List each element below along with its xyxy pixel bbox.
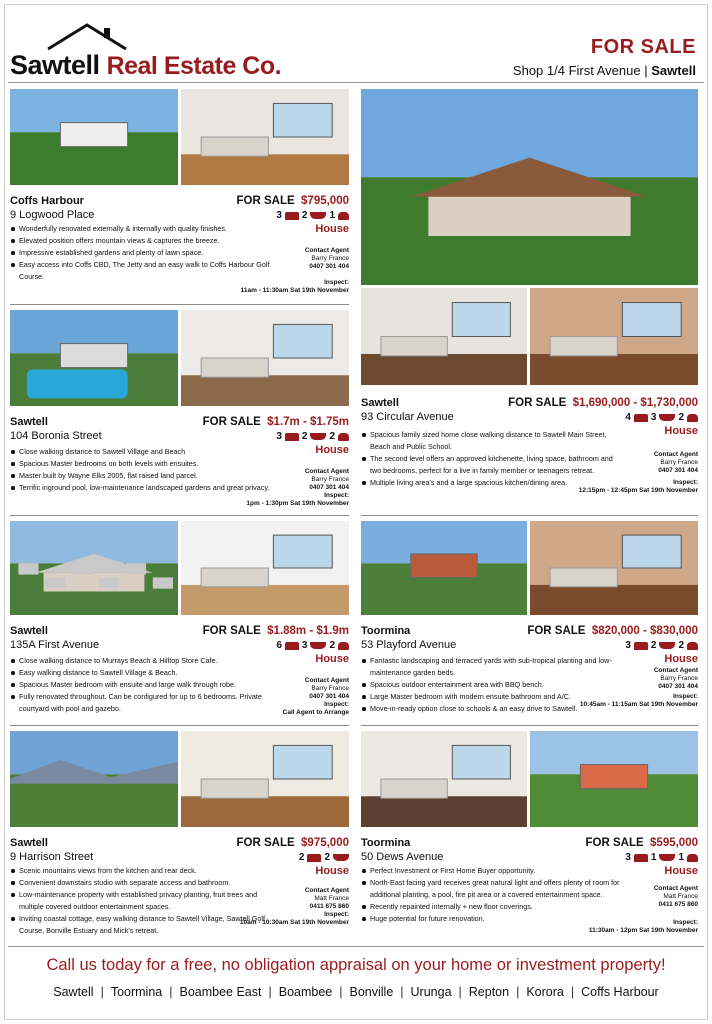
property-photo bbox=[361, 731, 527, 827]
listing-card[interactable] bbox=[10, 521, 349, 725]
bed-icon bbox=[634, 642, 648, 650]
listing-divider bbox=[10, 304, 349, 305]
inspect-time: 1pm - 1:30pm Sat 19th November bbox=[246, 500, 349, 507]
area-separator: | bbox=[339, 985, 343, 999]
feature-bullet: Huge potential for future renovation. bbox=[361, 913, 620, 925]
property-photo bbox=[361, 288, 527, 385]
bedrooms-count: 3 bbox=[276, 210, 282, 221]
agent-phone[interactable]: 0411 675 860 bbox=[309, 903, 349, 910]
inspect-label: Inspect: bbox=[324, 492, 349, 499]
listing-features bbox=[276, 431, 349, 442]
feature-bullet: Close walking distance to Murrays Beach & Hilltop Store Cafe. bbox=[10, 655, 271, 667]
contact-agent bbox=[305, 677, 349, 701]
feature-bullet: Scenic mountains views from the kitchen and rear deck. bbox=[10, 865, 271, 877]
listing-card[interactable] bbox=[10, 731, 349, 946]
bath-icon bbox=[659, 414, 675, 421]
house-roof-icon bbox=[44, 22, 130, 52]
listing-features bbox=[625, 412, 698, 423]
agent-name: Barry France bbox=[311, 255, 349, 262]
area-separator: | bbox=[400, 985, 404, 999]
agent-phone[interactable]: 0407 301 404 bbox=[658, 683, 698, 690]
listing-street: 9 Logwood Place bbox=[10, 209, 95, 221]
listing-card[interactable] bbox=[10, 89, 349, 304]
agent-name: Barry France bbox=[311, 476, 349, 483]
listing-features bbox=[276, 640, 349, 651]
listing-street: 50 Dews Avenue bbox=[361, 851, 444, 863]
price-value: $795,000 bbox=[301, 195, 349, 207]
listing-suburb: Sawtell bbox=[10, 625, 48, 637]
contact-agent-label: Contact Agent bbox=[653, 667, 698, 674]
inspect-label: Inspect: bbox=[324, 279, 349, 286]
bath-icon bbox=[333, 854, 349, 861]
inspection-times bbox=[240, 911, 349, 927]
bathrooms-count: 3 bbox=[301, 640, 308, 651]
listing-price bbox=[508, 397, 698, 409]
property-photo bbox=[181, 731, 349, 827]
price-value: $1,690,000 - $1,730,000 bbox=[572, 397, 698, 409]
inspect-label: Inspect: bbox=[324, 701, 349, 708]
feature-bullet: The second level offers an approved kitchenette, living space, bathroom and two bedrooms, perfect for a live in family member or teenagers retreat. bbox=[361, 453, 620, 477]
contact-agent bbox=[654, 451, 698, 475]
property-type: House bbox=[315, 653, 349, 665]
area-separator: | bbox=[268, 985, 272, 999]
car-spaces-count: 2 bbox=[678, 640, 684, 651]
brand-word-sawtell: Sawtell bbox=[10, 50, 100, 80]
feature-list bbox=[10, 865, 271, 938]
listing-card[interactable] bbox=[10, 310, 349, 515]
inspection-times bbox=[579, 479, 698, 495]
feature-bullet: Convenient downstairs studio with separate access and bathroom. bbox=[10, 877, 271, 889]
header-address bbox=[513, 63, 696, 78]
listing-photos bbox=[10, 731, 349, 827]
listing-photos bbox=[10, 310, 349, 406]
for-sale-label: FOR SALE bbox=[508, 397, 567, 409]
feature-bullet: Spacious outdoor entertainment area with BBQ bench. bbox=[361, 679, 620, 691]
bedrooms-count: 3 bbox=[625, 852, 631, 863]
agent-name: Matt France bbox=[314, 895, 349, 902]
car-spaces-count: 2 bbox=[329, 640, 335, 651]
listing-street: 53 Playford Avenue bbox=[361, 639, 457, 651]
inspect-time: 10am - 10:30am Sat 19th November bbox=[239, 919, 349, 926]
contact-agent-label: Contact Agent bbox=[304, 887, 349, 894]
car-icon bbox=[338, 642, 349, 650]
listing-card[interactable] bbox=[361, 731, 698, 946]
inspect-label: Inspect: bbox=[673, 693, 698, 700]
listing-price bbox=[237, 837, 350, 849]
property-photo bbox=[181, 521, 349, 615]
bath-icon bbox=[310, 433, 326, 440]
listing-features bbox=[299, 852, 349, 863]
feature-list bbox=[10, 223, 271, 283]
bath-icon bbox=[310, 212, 326, 219]
feature-bullet: Perfect Investment or First Home Buyer opportunity. bbox=[361, 865, 620, 877]
bedrooms-count: 2 bbox=[298, 852, 305, 863]
bedrooms-count: 6 bbox=[276, 640, 282, 651]
inspect-time: 10:45am - 11:15am Sat 19th November bbox=[579, 701, 698, 708]
inspection-times bbox=[283, 701, 349, 717]
feature-bullet: Multiple living area's and a large spacious kitchen/dining area. bbox=[361, 477, 620, 489]
bedrooms-count: 4 bbox=[625, 412, 631, 423]
bedrooms-count: 3 bbox=[276, 431, 282, 442]
price-value: $1.7m - $1.75m bbox=[267, 416, 349, 428]
bed-icon bbox=[285, 642, 299, 650]
bathrooms-count: 2 bbox=[324, 852, 330, 863]
listing-suburb: Sawtell bbox=[361, 397, 399, 409]
listing-photos bbox=[10, 89, 349, 185]
inspection-times bbox=[241, 279, 349, 295]
listing-price bbox=[237, 195, 350, 207]
inspect-time: 11:30am - 12pm Sat 19th November bbox=[588, 927, 698, 934]
listing-suburb: Toormina bbox=[361, 625, 411, 637]
bed-icon bbox=[634, 854, 648, 862]
bath-icon bbox=[659, 642, 675, 649]
listing-features bbox=[625, 852, 698, 863]
property-photo bbox=[10, 731, 178, 827]
property-type: House bbox=[664, 425, 698, 437]
feature-bullet: Move-in-ready option close to schools & an easy drive to Sawtell. bbox=[361, 703, 620, 715]
inspection-times bbox=[580, 693, 698, 709]
feature-list bbox=[10, 655, 271, 715]
bed-icon bbox=[307, 854, 321, 862]
listing-card[interactable] bbox=[361, 521, 698, 725]
listing-price bbox=[586, 837, 699, 849]
property-photo bbox=[181, 310, 349, 406]
contact-agent-label: Contact Agent bbox=[304, 677, 349, 684]
listing-photos bbox=[361, 521, 698, 615]
feature-bullet: Inviting coastal cottage, easy walking distance to Sawtell Village, Sawtell Golf Course, Bonville Estuary and Mick's retreat. bbox=[10, 913, 271, 937]
feature-list bbox=[10, 446, 271, 494]
listing-price bbox=[527, 625, 698, 637]
listing-photos-row2 bbox=[361, 288, 698, 385]
for-sale-label: FOR SALE bbox=[236, 837, 295, 849]
property-type: House bbox=[315, 223, 349, 235]
service-area: Bonville bbox=[349, 985, 394, 999]
property-photo bbox=[530, 521, 698, 615]
service-area: Boambee East bbox=[179, 985, 262, 999]
feature-bullet: Fantastic landscaping and terraced yards with sub-tropical planting and low-maintenance garden beds. bbox=[361, 655, 620, 679]
service-area: Boambee bbox=[278, 985, 333, 999]
car-icon bbox=[687, 642, 698, 650]
listing-price bbox=[203, 416, 349, 428]
price-value: $1.88m - $1.9m bbox=[267, 625, 349, 637]
listing-photos bbox=[361, 731, 698, 827]
feature-bullet: Large Master bedroom with modern ensuite bathroom and A/C. bbox=[361, 691, 620, 703]
contact-agent bbox=[305, 887, 349, 911]
bed-icon bbox=[285, 212, 299, 220]
property-photo bbox=[530, 731, 698, 827]
agent-name: Matt France bbox=[663, 893, 698, 900]
feature-bullet: Master built by Wayne Elks 2005, flat raised land parcel. bbox=[10, 470, 271, 482]
property-type: House bbox=[315, 865, 349, 877]
contact-agent-label: Contact Agent bbox=[304, 247, 349, 254]
car-icon bbox=[687, 854, 698, 862]
area-separator: | bbox=[169, 985, 173, 999]
feature-bullet: Easy access into Coffs CBD, The Jetty and an easy walk to Coffs Harbour Golf Course. bbox=[10, 259, 271, 283]
feature-bullet: Spacious Master bedroom with ensuite and large walk through robe. bbox=[10, 679, 271, 691]
header-for-sale: FOR SALE bbox=[590, 36, 696, 58]
contact-agent bbox=[654, 667, 698, 691]
inspect-label: Inspect: bbox=[673, 479, 698, 486]
property-type: House bbox=[664, 865, 698, 877]
property-type: House bbox=[664, 653, 698, 665]
feature-bullet: Spacious Master bedrooms on both levels with ensuites. bbox=[10, 458, 271, 470]
feature-bullet: Terrific inground pool, low-maintenance landscaped gardens and great privacy. bbox=[10, 482, 271, 494]
header-address-text: Shop 1/4 First Avenue | bbox=[512, 63, 652, 78]
car-spaces-count: 1 bbox=[329, 210, 335, 221]
listing-suburb: Sawtell bbox=[10, 416, 48, 428]
area-separator: | bbox=[458, 985, 462, 999]
brand-word-real-estate: Real Estate Co. bbox=[106, 52, 282, 80]
bathrooms-count: 2 bbox=[650, 640, 657, 651]
contact-agent-label: Contact Agent bbox=[653, 885, 698, 892]
price-value: $820,000 - $830,000 bbox=[591, 625, 698, 637]
feature-bullet: Fully renovated throughout. Can be configured for up to 6 bedrooms. Private courtyard with pool and gazebo. bbox=[10, 691, 271, 715]
listing-divider bbox=[10, 725, 349, 726]
property-photo bbox=[530, 288, 698, 385]
car-icon bbox=[338, 212, 349, 220]
contact-agent bbox=[305, 247, 349, 271]
contact-agent-label: Contact Agent bbox=[304, 468, 349, 475]
inspect-time: 11am - 11:30am Sat 19th November bbox=[240, 287, 349, 294]
service-area: Coffs Harbour bbox=[581, 985, 659, 999]
listing-divider bbox=[361, 515, 698, 516]
service-areas bbox=[0, 985, 712, 999]
price-value: $595,000 bbox=[650, 837, 698, 849]
feature-bullet: Easy walking distance to Sawtell Village & Beach. bbox=[10, 667, 271, 679]
property-photo bbox=[181, 89, 349, 185]
inspection-times bbox=[246, 492, 349, 508]
listing-street: 93 Circular Avenue bbox=[361, 411, 454, 423]
service-area: Korora bbox=[526, 985, 564, 999]
property-photo bbox=[361, 89, 698, 285]
listing-street: 9 Harrison Street bbox=[10, 851, 94, 863]
feature-bullet: Recently repainted internally + new floor coverings. bbox=[361, 901, 620, 913]
feature-bullet: Spacious family sized home close walking distance to Sawtell Main Street, Beach and Public School. bbox=[361, 429, 620, 453]
listing-price bbox=[203, 625, 349, 637]
inspection-times bbox=[589, 919, 698, 935]
bath-icon bbox=[659, 854, 675, 861]
agent-phone[interactable]: 0407 301 404 bbox=[309, 693, 349, 700]
bathrooms-count: 2 bbox=[301, 431, 308, 442]
contact-agent-label: Contact Agent bbox=[653, 451, 698, 458]
footer-rule bbox=[8, 946, 704, 947]
inspect-label: Inspect: bbox=[673, 919, 698, 926]
agent-phone[interactable]: 0411 675 860 bbox=[658, 901, 698, 908]
area-separator: | bbox=[570, 985, 575, 999]
feature-bullet: Close walking distance to Sawtell Village and Beach bbox=[10, 446, 271, 458]
feature-bullet: Elevated position offers mountain views & captures the breeze. bbox=[10, 235, 271, 247]
listing-suburb: Coffs Harbour bbox=[10, 195, 84, 207]
bed-icon bbox=[285, 433, 299, 441]
area-separator: | bbox=[516, 985, 520, 999]
bathrooms-count: 1 bbox=[650, 852, 657, 863]
listing-street: 135A First Avenue bbox=[10, 639, 100, 651]
listing-features bbox=[625, 640, 698, 651]
service-area: Sawtell bbox=[53, 985, 94, 999]
listing-suburb: Toormina bbox=[361, 837, 411, 849]
for-sale-label: FOR SALE bbox=[236, 195, 295, 207]
call-to-action: Call us today for a free, no obligation appraisal on your home or investment property! bbox=[46, 956, 666, 974]
listing-photos bbox=[361, 89, 698, 285]
listing-photos bbox=[10, 521, 349, 615]
car-spaces-count: 2 bbox=[329, 431, 335, 442]
agent-phone[interactable]: 0407 301 404 bbox=[658, 467, 698, 474]
property-photo bbox=[10, 521, 178, 615]
property-photo bbox=[10, 310, 178, 406]
listing-features bbox=[276, 210, 349, 221]
for-sale-label: FOR SALE bbox=[202, 416, 261, 428]
property-type: House bbox=[315, 444, 349, 456]
agent-name: Barry France bbox=[660, 459, 698, 466]
feature-bullet: Wonderfully renovated externally & internally with quality finishes. bbox=[10, 223, 271, 235]
header-info bbox=[513, 36, 696, 78]
listing-suburb: Sawtell bbox=[10, 837, 48, 849]
brand-name bbox=[10, 50, 281, 81]
for-sale-label: FOR SALE bbox=[585, 837, 644, 849]
agent-name: Barry France bbox=[311, 685, 349, 692]
agent-phone[interactable]: 0407 301 404 bbox=[309, 484, 349, 491]
feature-bullet: Impressive established gardens and plenty of lawn space. bbox=[10, 247, 271, 259]
car-spaces-count: 2 bbox=[678, 412, 684, 423]
price-value: $975,000 bbox=[301, 837, 349, 849]
feature-bullet: North-East facing yard receives great natural light and offers plenty of room for additional planting, a pool, fire pit area or a covered entertainment space. bbox=[361, 877, 620, 901]
property-photo bbox=[361, 521, 527, 615]
listing-street: 104 Boronia Street bbox=[10, 430, 102, 442]
for-sale-label: FOR SALE bbox=[202, 625, 261, 637]
bath-icon bbox=[310, 642, 326, 649]
service-area: Toormina bbox=[110, 985, 163, 999]
feature-bullet: Low-maintenance property with established privacy planting, fruit trees and multiple covered outdoor entertainment spaces. bbox=[10, 889, 271, 913]
listing-divider bbox=[10, 515, 349, 516]
header-rule bbox=[8, 82, 704, 83]
agent-name: Barry France bbox=[660, 675, 698, 682]
agent-phone[interactable]: 0407 301 404 bbox=[309, 263, 349, 270]
contact-agent bbox=[305, 468, 349, 492]
service-area: Repton bbox=[468, 985, 510, 999]
bathrooms-count: 3 bbox=[650, 412, 657, 423]
inspect-label: Inspect: bbox=[324, 911, 349, 918]
inspect-time: Call Agent to Arrange bbox=[282, 709, 349, 716]
header-address-suburb: Sawtell bbox=[651, 63, 696, 78]
bathrooms-count: 2 bbox=[301, 210, 308, 221]
bed-icon bbox=[634, 414, 648, 422]
listing-divider bbox=[361, 725, 698, 726]
area-separator: | bbox=[100, 985, 104, 999]
bedrooms-count: 3 bbox=[625, 640, 631, 651]
property-photo bbox=[10, 89, 178, 185]
contact-agent bbox=[654, 885, 698, 909]
car-spaces-count: 1 bbox=[678, 852, 684, 863]
inspect-time: 12:15pm - 12:45pm Sat 19th November bbox=[578, 487, 698, 494]
service-area: Urunga bbox=[410, 985, 452, 999]
listing-card[interactable] bbox=[361, 89, 698, 515]
car-icon bbox=[338, 433, 349, 441]
feature-list bbox=[361, 865, 620, 925]
for-sale-label: FOR SALE bbox=[527, 625, 586, 637]
car-icon bbox=[687, 414, 698, 422]
